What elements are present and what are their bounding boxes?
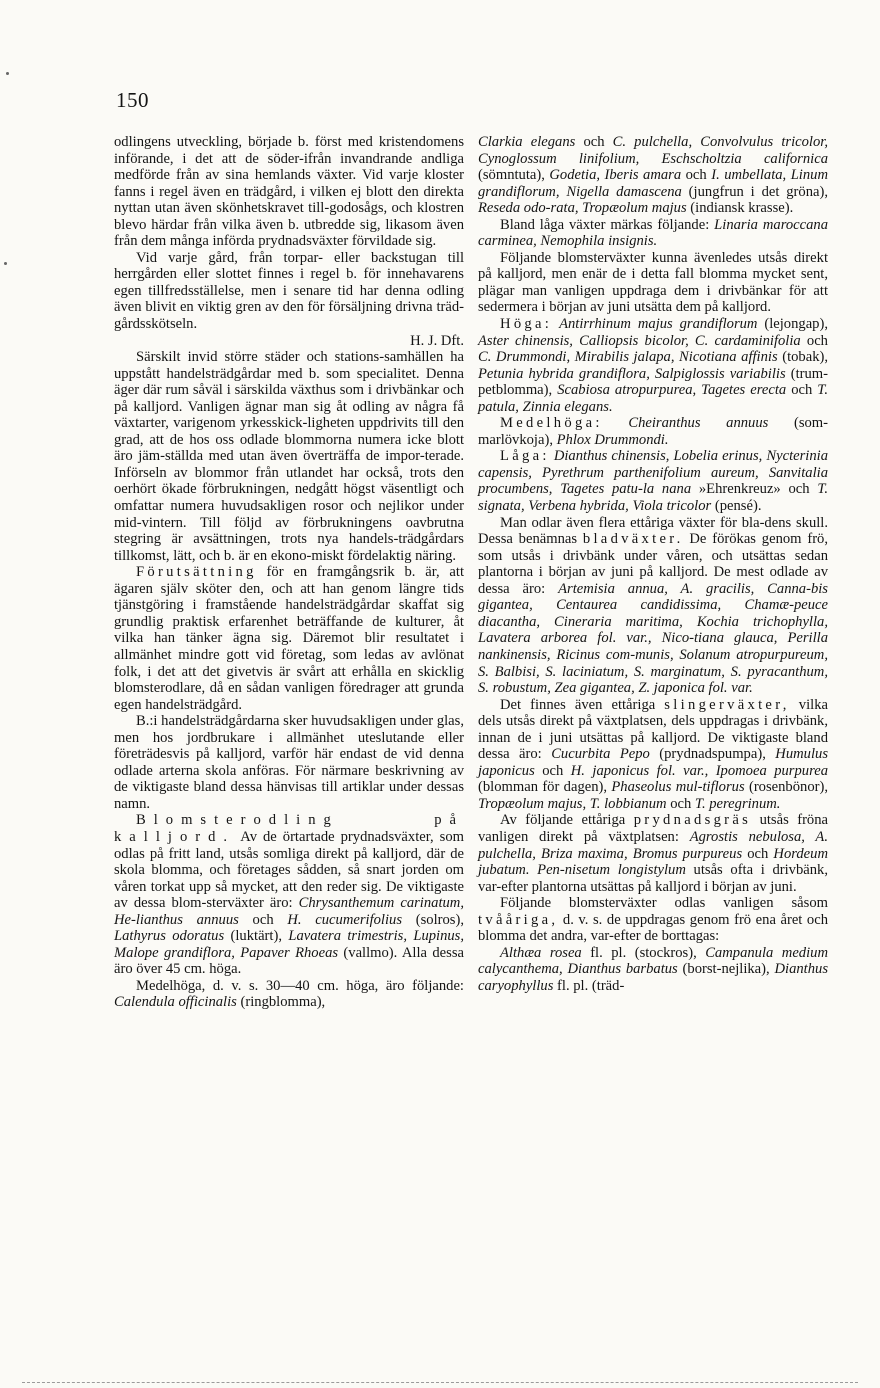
paragraph: Det finnes även ettåriga slingerväxter, vilka dels utsås direkt på växtplatsen, dels uppdragas i drivbänk, innan de i juni utsättas på kalljord. De viktigaste bland dessa äro: Cucurbita Pepo (prydnadspumpa), Humulus japonicus och H. japonicus fol. var., Ipomoea purpurea (blomman för dagen), Phaseolus mul-tiflorus (rosenbönor), Tropæolum majus, T. lobbianum och T. peregrinum. xyxy=(478,696,828,812)
paragraph: odlingens utveckling, började b. först med kristendomens införande, i det att de söder-ifrån invandrande andliga medförde från av sina hemlands växter. Vid varje kloster fanns i regel även en trädgård, i vilken ej blott den direkta nyttan utan även skönhetskravet till-godosågs, och klostren blevo härdar från vilka även b. utbredde sig, likasom även från dem många införda prydnadsväxter förvildade sig. xyxy=(114,134,464,250)
right-text-column xyxy=(478,134,828,994)
author-signature: H. J. Dft. xyxy=(410,332,464,349)
paragraph: Förutsättning för en framgångsrik b. är, att ägaren själv sköter den, och att han genom längre tids tjänstgöring i framstående handelsträdgårdar skaffat sig grundlig praktisk erfarenhet beträffande de kulturer, åt vilka han tänker ägna sig. Däremot blir resultatet i allmänhet mindre gott vid företag, som ledas av avlönat folk, i det att det givetvis är svårt att erhålla en skicklig blomsterodlare, då en sådan vanligen föredrager att grunda egen handelsträdgård. xyxy=(114,564,464,713)
paragraph: Följande blomsterväxter kunna ävenledes utsås direkt på kalljord, men enär de i detta fall blomma mycket sent, plägar man vanligen uppdraga dem i drivbänkar för att sedermera i början av juni utsätta dem på kalljord. xyxy=(478,249,828,316)
paragraph: B.:i handelsträdgårdarna sker huvudsakligen under glas, men hos jordbrukare i allmänhet uteslutande eller företrädesvis på kalljord, varför här endast de vid denna odlade arterna skola anföras. För närmare beskrivning av de viktigaste bland dessa hänvisas till artiklar under dessas namn. xyxy=(114,713,464,812)
left-text-column xyxy=(114,134,464,1011)
paragraph: Följande blomsterväxter odlas vanligen såsom tvååriga, d. v. s. de uppdragas genom frö ena året och blomma det andra, var-efter de borttagas: xyxy=(478,895,828,945)
paragraph: Medelhöga: Cheiranthus annuus (som-marlövkoja), Phlox Drummondi. xyxy=(478,415,829,448)
paragraph: Vid varje gård, från torpar- eller backstugan till herrgården eller slottet finnes i regel b. för innehavarens egen tillfredsställelse, men i senare tid har denna odling även blivit en viktig gren av den för försäljning drivna träd-gårdsskötseln. xyxy=(114,249,464,333)
page-number: 150 xyxy=(116,88,149,112)
paragraph: Althæa rosea fl. pl. (stockros), Campanula medium calycanthema, Dianthus barbatus (borst-nejlika), Dianthus caryophyllus fl. pl. (träd- xyxy=(478,944,828,994)
paragraph: Man odlar även flera ettåriga växter för bla-dens skull. Dessa benämnas bladväxter. De förökas genom frö, som utsås i drivbänk under våren, och utsättas sedan plantorna i början av juni på kalljord. De mest odlade av dessa äro: Artemisia annua, A. gracilis, Canna-bis gigantea, Centaurea candidissima, Chamæ-peuce diacantha, Cineraria maritima, Kochia trichophylla, Lavatera arborea fol. var., Nico-tiana glauca, Perilla nankinensis, Ricinus com-munis, Solanum atropurpureum, S. Balbisi, S. laciniatum, S. marginatum, S. pyracanthum, S. robustum, Zea gigantea, Z. japonica fol. var. xyxy=(478,514,828,697)
paragraph: Bland låga växter märkas följande: Linaria maroccana carminea, Nemophila insignis. xyxy=(478,216,828,250)
paragraph: Höga: Antirrhinum majus grandiflorum (lejongap), Aster chinensis, Calliopsis bicolor, C. cardaminifolia och C. Drummondi, Mirabilis jalapa, Nicotiana affinis (tobak), Petunia hybrida grandiflora, Salpiglossis variabilis (trum-petblomma), Scabiosa atropurpurea, Tagetes erecta och T. patula, Zinnia elegans. xyxy=(478,316,828,415)
paragraph: Clarkia elegans och C. pulchella, Convolvulus tricolor, Cynoglossum linifolium, Eschscholtzia californica (sömntuta), Godetia, Iberis amara och I. umbellata, Linum grandiflorum, Nigella damascena (jungfrun i det gröna), Reseda odo-rata, Tropæolum majus (indiansk krasse). xyxy=(478,134,828,217)
paragraph: Särskilt invid större städer och stations-samhällen ha uppstått handelsträdgårdar med b. som specialitet. Denna äger där rum såväl i särskilda växthus som i drivbänkar och på kalljord. Vanligen ägnar man sig åt odling av några få växtarter, varigenom yrkesskick-ligheten uppdrivits till den grad, att de hos oss odlade blommorna numera icke blott äro jäm-ställda med utan även överträffa de impor-terade. Införseln av blommor från utlandet har också, trots den oerhört ökade förbrukningen, nedgått högst väsentligt och omfattar numera huvudsakligen rosor och nejlikor under mid-vintern. Till följd av förbrukningens oavbrutna stegring är avsättningen, trots nya handels-trädgårdars tillkomst, lätt, och b. är en ekono-miskt fördelaktig näring. xyxy=(114,349,464,564)
scan-edge-line xyxy=(22,1382,858,1384)
scan-speck xyxy=(6,72,9,75)
paragraph: Låga: Dianthus chinensis, Lobelia erinus, Nycterinia capensis, Pyrethrum parthenifolium aureum, Sanvitalia procumbens, Tagetes patu-la nana »Ehrenkreuz» och T. signata, Verbena hybrida, Viola tricolor (pensé). xyxy=(478,448,828,515)
scan-speck xyxy=(4,262,7,265)
paragraph: Av följande ettåriga prydnadsgräs utsås fröna vanligen direkt på växtplatsen: Agrostis nebulosa, A. pulchella, Briza maxima, Bromus purpureus och Hordeum jubatum. Pen-nisetum longistylum utsås ofta i drivbänk, var-efter plantorna utsättas på kalljord i början av juni. xyxy=(478,812,828,895)
paragraph: Blomsterodling på kalljord. Av de örtartade prydnadsväxter, som odlas på fritt land, utsås somliga direkt på kalljord, där de skola blomma, och företages sådden, så snart jorden om våren torkat upp så mycket, att den reder sig. De viktigaste av dessa blom-sterväxter äro: Chrysanthemum carinatum, He-lianthus annuus och H. cucumerifolius (solros), Lathyrus odoratus (luktärt), Lavatera trimestris, Lupinus, Malope grandiflora, Papaver Rhoeas (vallmo). Alla dessa äro över 45 cm. höga. xyxy=(114,812,465,978)
paragraph: Medelhöga, d. v. s. 30—40 cm. höga, äro följande: Calendula officinalis (ringblomma), xyxy=(114,977,464,1011)
